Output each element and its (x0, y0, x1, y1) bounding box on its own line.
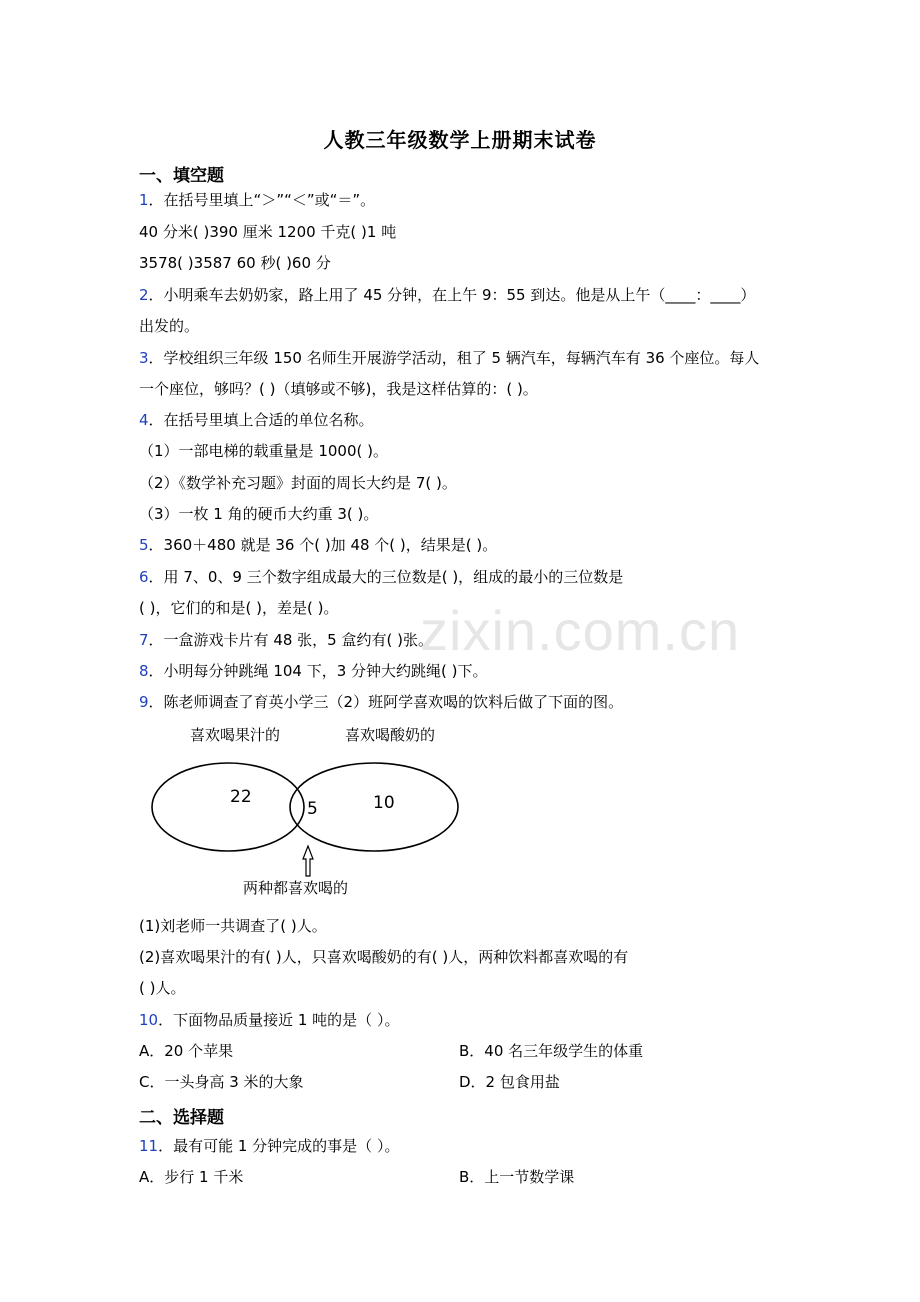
question-5 (139, 535, 497, 555)
question-number: 7 (139, 631, 149, 649)
question-text: ．在括号里填上“＞”“＜”或“＝”。 (148, 191, 376, 209)
question-2 (139, 285, 755, 305)
option-a: A．步行 1 千米 (139, 1168, 244, 1186)
option-b: B．40 名三年级学生的体重 (459, 1042, 644, 1060)
question-number: 8 (139, 662, 149, 680)
question-9-b: (2)喜欢喝果汁的有( )人，只喜欢喝酸奶的有( )人，两种饮料都喜欢喝的有 (139, 948, 629, 966)
question-4-a: （1）一部电梯的载重量是 1000( )。 (139, 442, 388, 460)
section-heading-choice: 二、选择题 (139, 1108, 224, 1128)
question-text: ．在括号里填上合适的单位名称。 (148, 411, 374, 429)
option-b: B．上一节数学课 (459, 1168, 575, 1186)
option-d: D．2 包食用盐 (459, 1073, 560, 1091)
question-9 (139, 692, 623, 712)
question-9-b-cont: ( )人。 (139, 979, 186, 997)
question-number: 5 (139, 536, 149, 554)
question-text: ．用 7、0、9 三个数字组成最大的三位数是( )，组成的最小的三位数是 (148, 568, 624, 586)
question-1-row-1: 40 分米( )390 厘米 1200 千克( )1 吨 (139, 223, 397, 241)
question-8 (139, 661, 488, 681)
question-7 (139, 630, 433, 650)
page-title: 人教三年级数学上册期末试卷 (323, 128, 597, 152)
question-text: ．小明每分钟跳绳 104 下，3 分钟大约跳绳( )下。 (148, 662, 488, 680)
question-text: ．小明乘车去奶奶家，路上用了 45 分钟，在上午 9：55 到达。他是从上午（____：____） (148, 286, 756, 304)
question-number: 4 (139, 411, 149, 429)
question-text: ．陈老师调查了育英小学三（2）班阿学喜欢喝的饮料后做了下面的图。 (148, 693, 624, 711)
venn-value-left-only: 22 (230, 787, 252, 807)
question-text: ．学校组织三年级 150 名师生开展游学活动，租了 5 辆汽车，每辆汽车有 36 个座位。每人 (148, 349, 760, 367)
question-11 (139, 1136, 399, 1156)
question-number: 6 (139, 568, 149, 586)
question-4-c: （3）一枚 1 角的硬币大约重 3( )。 (139, 505, 379, 523)
question-text: ．一盒游戏卡片有 48 张，5 盒约有( )张。 (148, 631, 433, 649)
question-number: 1 (139, 191, 149, 209)
question-2-cont: 出发的。 (139, 317, 200, 335)
question-text: ．下面物品质量接近 1 吨的是（ ）。 (158, 1011, 400, 1029)
watermark: zixin.com.cn (420, 599, 741, 662)
venn-value-both: 5 (307, 799, 318, 819)
venn-label-left: 喜欢喝果汁的 (190, 726, 281, 744)
venn-circle-juice (152, 763, 304, 851)
venn-arrow-label: 两种都喜欢喝的 (243, 879, 349, 897)
question-10 (139, 1010, 399, 1030)
question-6-cont: ( )，它们的和是( )，差是( )。 (139, 599, 339, 617)
venn-label-right: 喜欢喝酸奶的 (345, 726, 436, 744)
question-6 (139, 567, 623, 587)
up-arrow-icon (303, 846, 313, 876)
section-heading-fill-blank: 一、填空题 (139, 166, 224, 186)
question-9-a: (1)刘老师一共调查了( )人。 (139, 917, 327, 935)
question-number: 11 (139, 1137, 159, 1155)
option-c: C．一头身高 3 米的大象 (139, 1073, 304, 1091)
question-3 (139, 348, 759, 368)
question-number: 3 (139, 349, 149, 367)
question-number: 10 (139, 1011, 159, 1029)
question-4-b: （2）《数学补充习题》封面的周长大约是 7( )。 (139, 474, 457, 492)
question-text: ．最有可能 1 分钟完成的事是（ ）。 (158, 1137, 400, 1155)
venn-value-right-only: 10 (373, 793, 395, 813)
question-number: 2 (139, 286, 149, 304)
option-a: A．20 个苹果 (139, 1042, 234, 1060)
question-text: ．360＋480 就是 36 个( )加 48 个( )，结果是( )。 (148, 536, 498, 554)
question-1-row-2: 3578( )3587 60 秒( )60 分 (139, 254, 331, 272)
venn-diagram (140, 718, 470, 903)
question-1 (139, 190, 375, 210)
question-number: 9 (139, 693, 149, 711)
question-3-cont: 一个座位，够吗？( )（填够或不够)，我是这样估算的：( )。 (139, 380, 538, 398)
question-4 (139, 410, 374, 430)
